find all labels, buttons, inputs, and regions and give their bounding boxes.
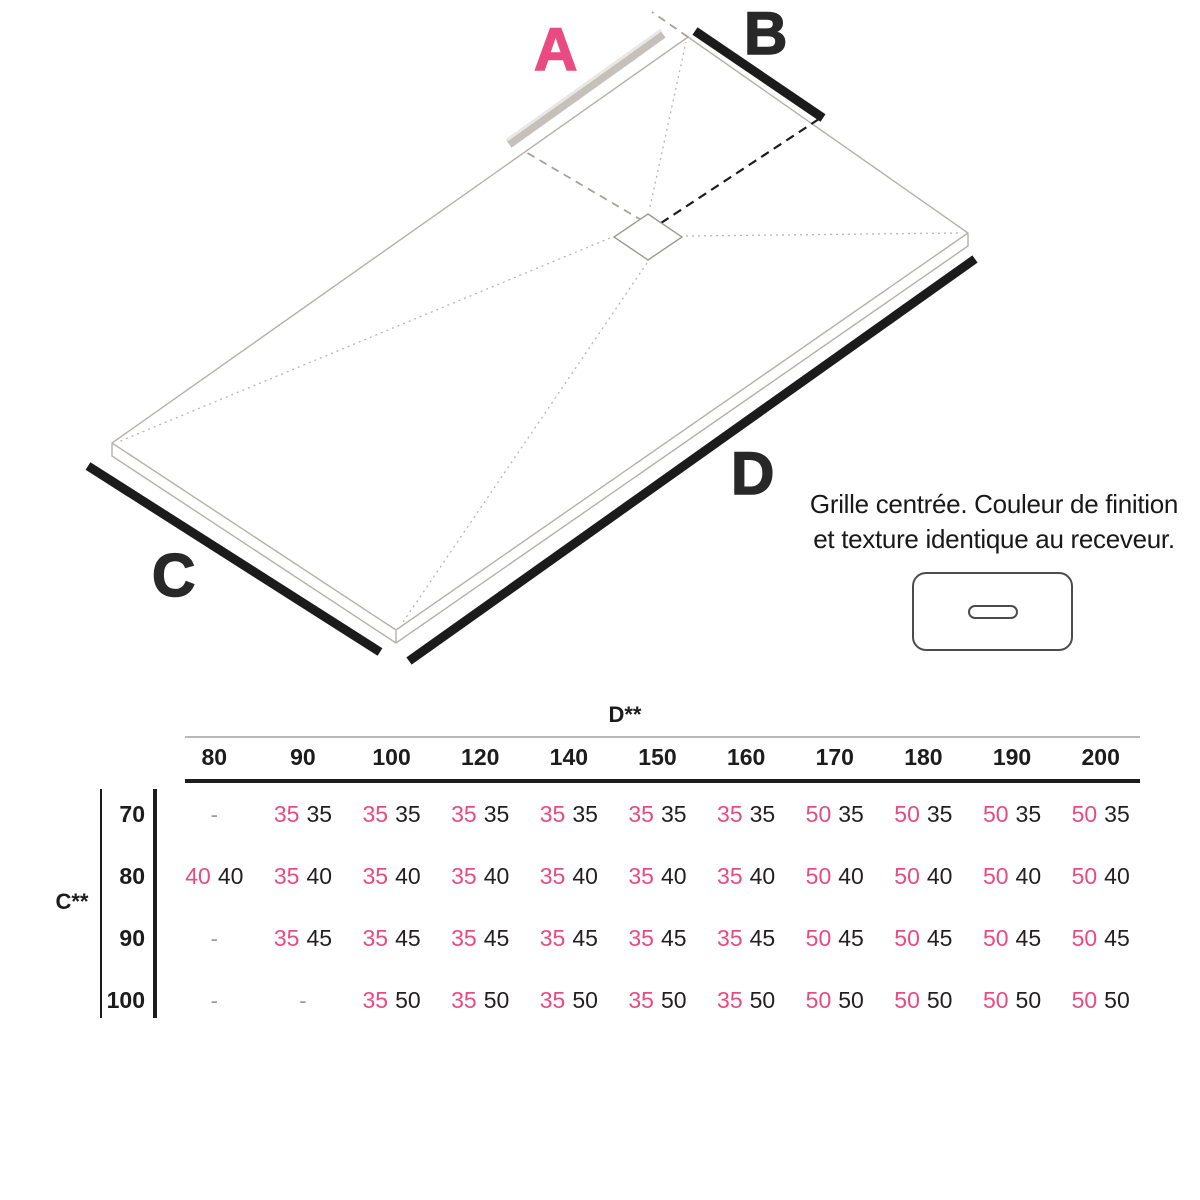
column-header: 80 — [201, 744, 228, 770]
size-cell: 50 50 — [894, 986, 953, 1013]
size-cell: - — [210, 925, 218, 951]
dimension-label-d: D — [731, 440, 775, 507]
table-rowlabel-rule — [153, 789, 157, 1018]
size-cell: 50 50 — [1071, 986, 1130, 1013]
column-header: 150 — [638, 744, 677, 770]
size-cell: 50 45 — [982, 924, 1042, 951]
size-cell: 35 40 — [451, 862, 510, 889]
size-cell: 40 40 — [185, 862, 244, 889]
size-cell: 35 40 — [362, 862, 421, 889]
size-cell: 35 50 — [451, 986, 510, 1013]
size-cell: 50 40 — [805, 862, 864, 889]
size-cell: 50 35 — [805, 800, 864, 827]
size-cell: 35 50 — [628, 986, 687, 1013]
size-cell: 35 35 — [628, 800, 687, 827]
table-body — [170, 783, 1145, 1031]
size-cell: 50 40 — [1071, 862, 1130, 889]
grille-note-line1: Grille centrée. Couleur de finition — [809, 489, 1179, 519]
column-header: 100 — [372, 744, 411, 770]
table-axis-c-label: C** — [55, 889, 89, 914]
column-header: 200 — [1081, 744, 1120, 770]
size-cell: 35 45 — [539, 924, 598, 951]
size-cell: 35 35 — [362, 800, 421, 827]
size-cell: 50 35 — [894, 800, 953, 827]
dimension-label-a: A — [534, 16, 578, 83]
column-header: 190 — [992, 744, 1032, 770]
column-header: 160 — [726, 744, 766, 770]
dimension-label-c: C — [152, 542, 196, 609]
size-cell: 35 40 — [539, 862, 598, 889]
grille-note — [784, 487, 1200, 557]
size-cell: - — [210, 801, 218, 827]
size-cell: 50 50 — [805, 986, 864, 1013]
size-cell: 35 35 — [539, 800, 598, 827]
size-cell: 35 45 — [451, 924, 510, 951]
size-cell: 35 45 — [362, 924, 421, 951]
table-row-headers — [85, 783, 145, 1031]
drain-grille-icon — [912, 572, 1073, 651]
size-cell: 35 50 — [717, 986, 776, 1013]
size-cell: 35 45 — [628, 924, 687, 951]
table-top-rule — [185, 736, 1140, 738]
size-cell: 35 45 — [717, 924, 776, 951]
size-cell: 35 40 — [628, 862, 687, 889]
size-cell: 50 40 — [982, 862, 1042, 889]
size-cell: 50 45 — [1071, 924, 1130, 951]
size-cell: 50 35 — [982, 800, 1042, 827]
column-header: 90 — [290, 744, 316, 770]
column-header: 140 — [549, 744, 589, 770]
size-cell: 50 35 — [1071, 800, 1130, 827]
table-axis-d-label: D** — [608, 702, 642, 727]
row-header: 90 — [119, 925, 145, 951]
size-cell: 35 50 — [539, 986, 598, 1013]
column-header: 120 — [461, 744, 500, 770]
size-cell: 35 35 — [717, 800, 776, 827]
size-cell: 35 50 — [362, 986, 421, 1013]
grille-note-line2: et texture identique au receveur. — [813, 524, 1175, 554]
size-cell: 35 40 — [273, 862, 333, 889]
size-cell: 35 35 — [451, 800, 510, 827]
dimension-label-b: B — [744, 0, 788, 67]
size-cell: 35 40 — [717, 862, 776, 889]
size-cell: 50 45 — [805, 924, 864, 951]
size-cell: 50 50 — [982, 986, 1042, 1013]
column-header: 180 — [904, 744, 943, 770]
size-cell: 35 45 — [273, 924, 333, 951]
size-cell: 35 35 — [273, 800, 333, 827]
row-header: 100 — [106, 987, 145, 1013]
column-header: 170 — [815, 744, 854, 770]
table-column-headers — [170, 744, 1145, 771]
row-header: 80 — [119, 863, 145, 889]
size-cell: - — [299, 987, 307, 1013]
size-cell: - — [210, 987, 218, 1013]
size-cell: 50 40 — [894, 862, 953, 889]
row-header: 70 — [119, 801, 145, 827]
size-cell: 50 45 — [894, 924, 953, 951]
drain-grille-slot — [968, 605, 1018, 619]
